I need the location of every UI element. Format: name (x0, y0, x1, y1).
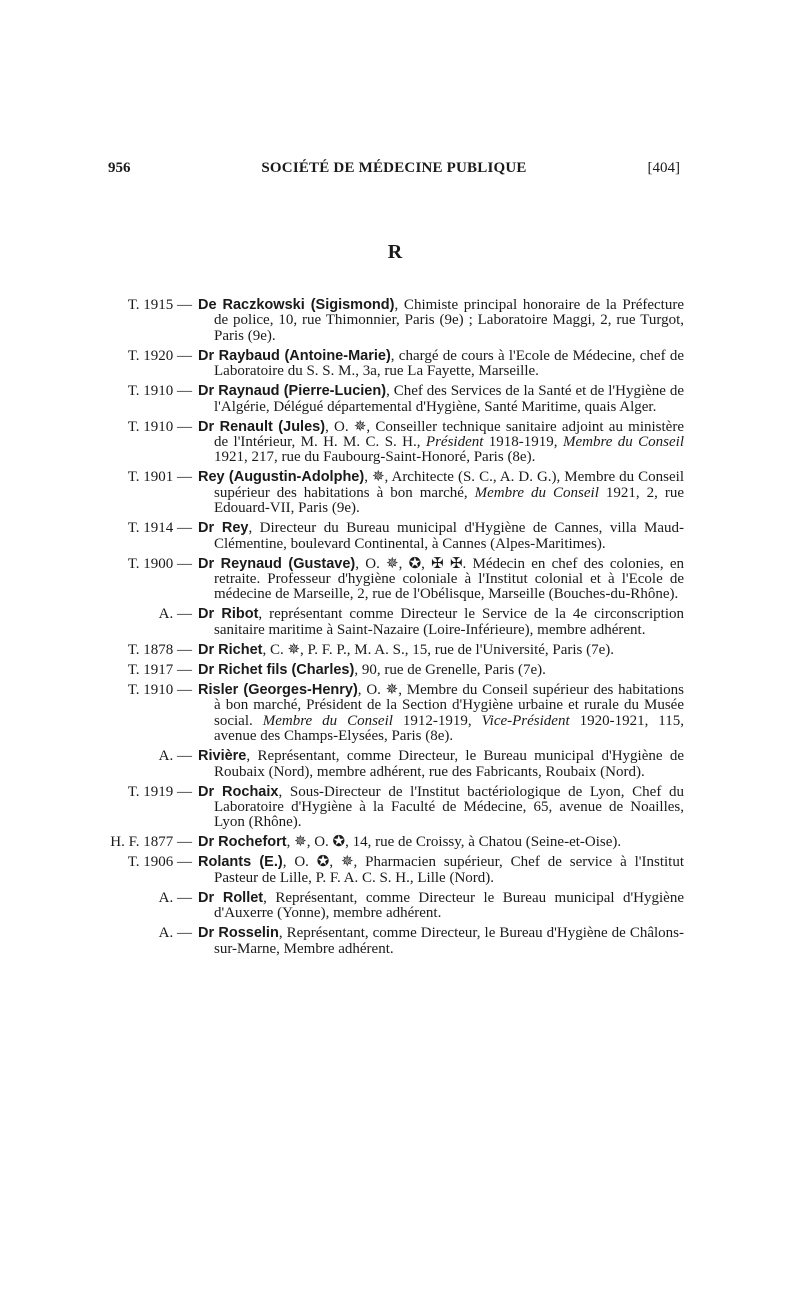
member-name: Dr Reynaud (Gustave) (198, 555, 356, 572)
entry-code: T. 1906 — (127, 854, 192, 871)
entry-text: , 90, rue de Grenelle, Paris (7e). (354, 661, 546, 678)
entry-text: , C. ✵, P. F. P., M. A. S., 15, rue de l'Université, Paris (7e). (262, 641, 615, 658)
member-name: Dr Richet fils (Charles) (198, 661, 355, 678)
list-item (108, 607, 684, 638)
member-name: Rivière (198, 748, 247, 765)
entry-code: T. 1910 — (127, 383, 192, 400)
entry-italic: Membre du Conseil (562, 434, 685, 451)
member-name: Dr Raynaud (Pierre-Lucien) (198, 383, 387, 400)
entry-text: , chargé de cours à l'Ecole de Médecine, chef de Laboratoire du S. S. M., 3a, rue La Fayette, Marseille. (214, 347, 684, 380)
entry-code: T. 1910 — (127, 418, 192, 435)
running-title: SOCIÉTÉ DE MÉDECINE PUBLIQUE (261, 160, 527, 176)
member-list (108, 298, 684, 962)
entry-body (198, 643, 684, 658)
entry-code: A. — (158, 748, 192, 765)
entry-code: T. 1900 — (127, 555, 192, 572)
page-ref: [404] (647, 160, 680, 176)
entry-italic: Membre du Conseil (262, 712, 393, 729)
entry-body (198, 891, 684, 922)
entry-body (198, 855, 684, 886)
page-number: 956 (108, 160, 131, 176)
member-name: De Raczkowski (Sigismond) (198, 297, 395, 313)
entry-text: , Représentant, comme Directeur, le Bureau d'Hygiène de Châlons-sur-Marne, Membre adhérent. (214, 925, 684, 957)
member-name: Dr Richet (198, 641, 263, 658)
entry-body (198, 749, 684, 780)
entry-text: , Directeur du Bureau municipal d'Hygiène de Cannes, villa Maud-Clémentine, boulevard Continental, à Cannes (Alpes-Maritimes). (214, 520, 684, 552)
list-item (108, 855, 684, 886)
entry-code: T. 1914 — (127, 520, 192, 537)
entry-code: T. 1910 — (127, 681, 192, 698)
entry-text: , O. ✵, Membre du Conseil supérieur des habitations à bon marché, Président de la Section d'Hygiène urbaine et rurale du Musée social. (214, 681, 684, 729)
running-header (108, 160, 680, 180)
entry-text: , O. ✪, ✵, Pharmacien supérieur, Chef de service à l'Institut Pasteur de Lille, P. F. A. C. S. H., Lille (Nord). (214, 854, 684, 886)
list-item (108, 663, 684, 678)
list-item (108, 298, 684, 344)
entry-italic: Vice-Président (481, 712, 570, 729)
list-item (108, 470, 684, 516)
entry-body (198, 384, 684, 415)
entry-body (198, 835, 684, 850)
entry-text: , ✵, Architecte (S. C., A. D. G.), Membre du Conseil supérieur des habitations à bon marché, (214, 469, 684, 501)
entry-text: , Représentant, comme Directeur le Bureau municipal d'Hygiène d'Auxerre (Yonne), membre adhérent. (214, 889, 684, 922)
entry-text: 1918-1919, (483, 434, 563, 451)
entry-code: T. 1915 — (127, 297, 192, 313)
entry-body (198, 470, 684, 516)
member-name: Dr Rochefort (198, 834, 287, 851)
entry-body (198, 349, 684, 380)
entry-code: T. 1919 — (127, 783, 192, 800)
list-item (108, 420, 684, 466)
entry-italic: Président (425, 434, 484, 451)
entry-code: T. 1901 — (127, 469, 192, 486)
list-item (108, 643, 684, 658)
member-name: Risler (Georges-Henry) (198, 681, 358, 698)
entry-text: 1921, 2, rue Edouard-VII, Paris (9e). (214, 484, 685, 517)
entry-italic: Membre du Conseil (474, 484, 599, 501)
list-item (108, 749, 684, 780)
member-name: Rolants (E.) (198, 854, 283, 871)
entry-text: , Représentant, comme Directeur, le Bureau municipal d'Hygiène de Roubaix (Nord), membre adhérent, rue des Fabricants, Roubaix (Nord). (214, 748, 684, 780)
entry-code: A. — (158, 606, 192, 623)
entry-code: H. F. 1877 — (110, 834, 192, 851)
entry-text: , Sous-Directeur de l'Institut bactériologique de Lyon, Chef du Laboratoire d'Hygiène à la Faculté de Médecine, 65, avenue de Noailles, Lyon (Rhône). (214, 783, 684, 831)
list-item (108, 384, 684, 415)
member-name: Dr Rochaix (198, 783, 279, 800)
member-name: Dr Rollet (198, 889, 264, 906)
entry-body (198, 926, 684, 957)
entry-code: A. — (158, 925, 192, 942)
entry-text: , O. ✵, Conseiller technique sanitaire adjoint au ministère de l'Intérieur, M. H. M. C. S. H., (214, 418, 684, 451)
entry-body (198, 683, 684, 745)
entry-body (198, 420, 684, 466)
list-item (108, 349, 684, 380)
entry-body (198, 663, 684, 678)
entry-code: A. — (158, 889, 192, 906)
entry-body (198, 607, 684, 638)
list-item (108, 683, 684, 745)
list-item (108, 891, 684, 922)
entry-body (198, 785, 684, 831)
entry-text: , ✵, O. ✪, 14, rue de Croissy, à Chatou (Seine-et-Oise). (286, 834, 622, 851)
section-letter: R (387, 241, 403, 263)
entry-body (198, 557, 684, 603)
entry-text: , O. ✵, ✪, ✠ ✠. Médecin en chef des colonies, en retraite. Professeur d'hygiène coloniale à l'Institut colonial et à l'Ecole de médecine de Marseille, 2, rue de l'Obélisque, Marseille (Bouches-du-Rhône). (214, 555, 684, 603)
member-name: Dr Rey (198, 520, 249, 537)
entry-text: , représentant comme Directeur le Service de la 4e circonscription sanitaire maritime à Saint-Nazaire (Loire-Inférieure), membre adhérent. (214, 606, 684, 638)
entry-text: 1921, 217, rue du Faubourg-Saint-Honoré, Paris (8e). (214, 449, 536, 466)
list-item (108, 926, 684, 957)
list-item (108, 521, 684, 552)
entry-text: 1920-1921, 115, avenue des Champs-Elysées, Paris (8e). (214, 712, 684, 745)
list-item (108, 785, 684, 831)
member-name: Dr Renault (Jules) (198, 418, 326, 435)
list-item (108, 557, 684, 603)
entry-text: , Chimiste principal honoraire de la Préfecture de police, 10, rue Thimonnier, Paris (9e) ; Laboratoire Maggi, 2, rue Turgot, Paris (9e). (214, 297, 684, 344)
member-name: Dr Ribot (198, 606, 259, 623)
entry-body (198, 298, 684, 344)
entry-code: T. 1878 — (127, 641, 192, 658)
entry-body (198, 521, 684, 552)
member-name: Dr Rosselin (198, 925, 279, 942)
member-name: Dr Raybaud (Antoine-Marie) (198, 347, 391, 364)
member-name: Rey (Augustin-Adolphe) (198, 469, 365, 486)
entry-code: T. 1917 — (127, 661, 192, 678)
entry-text: , Chef des Services de la Santé et de l'Hygiène de l'Algérie, Délégué départemental d'Hygiène, Santé Maritime, quais Alger. (214, 383, 684, 415)
entry-text: 1912-1919, (392, 712, 482, 729)
entry-code: T. 1920 — (127, 347, 192, 364)
list-item (108, 835, 684, 850)
